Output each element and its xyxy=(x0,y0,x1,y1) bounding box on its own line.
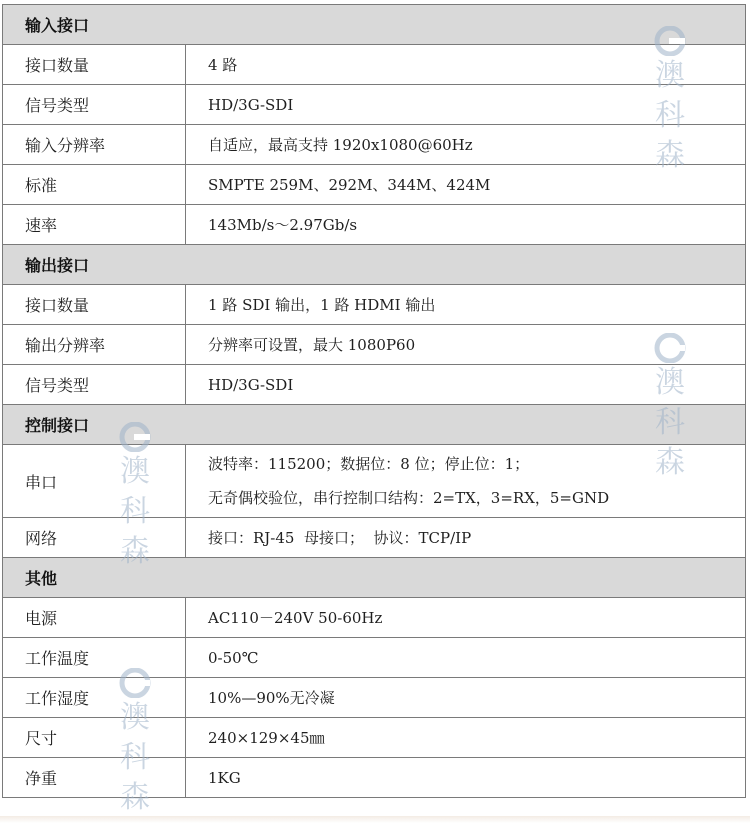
table-row xyxy=(3,718,746,758)
row-value: 1KG xyxy=(186,758,746,798)
table-row xyxy=(3,125,746,165)
row-label: 速率 xyxy=(3,205,186,245)
row-label: 工作温度 xyxy=(3,638,186,678)
page-bottom-edge xyxy=(0,816,750,823)
watermark-char: 森 xyxy=(655,138,685,173)
section-header-other xyxy=(3,558,746,598)
watermark-char: 森 xyxy=(655,445,685,480)
watermark-char: 澳 xyxy=(655,58,685,93)
watermark-char: 森 xyxy=(120,534,150,569)
table-row xyxy=(3,165,746,205)
table-row xyxy=(3,598,746,638)
table-row xyxy=(3,678,746,718)
row-value: HD/3G-SDI xyxy=(186,365,746,405)
watermark-char: 森 xyxy=(120,780,150,815)
row-value: 240×129×45㎜ xyxy=(186,718,746,758)
row-label: 电源 xyxy=(3,598,186,638)
table-row xyxy=(3,45,746,85)
row-value: 143Mb/s～2.97Gb/s xyxy=(186,205,746,245)
row-label: 输入分辨率 xyxy=(3,125,186,165)
row-value: 4 路 xyxy=(186,45,746,85)
row-label: 工作湿度 xyxy=(3,678,186,718)
watermark-char: 澳 xyxy=(655,365,685,400)
row-value: HD/3G-SDI xyxy=(186,85,746,125)
watermark-char: 科 xyxy=(120,494,150,529)
row-value: 0-50℃ xyxy=(186,638,746,678)
section-title: 其他 xyxy=(3,558,746,598)
table-row xyxy=(3,638,746,678)
table-row xyxy=(3,365,746,405)
row-value xyxy=(186,445,746,518)
watermark-char: 科 xyxy=(655,98,685,133)
row-value: 10%—90%无冷凝 xyxy=(186,678,746,718)
row-label: 信号类型 xyxy=(3,85,186,125)
row-label: 接口数量 xyxy=(3,285,186,325)
row-value: AC110－240V 50-60Hz xyxy=(186,598,746,638)
section-title: 输出接口 xyxy=(3,245,746,285)
row-value: SMPTE 259M、292M、344M、424M xyxy=(186,165,746,205)
table-row xyxy=(3,758,746,798)
table-row xyxy=(3,285,746,325)
table-row xyxy=(3,518,746,558)
row-value-line: 无奇偶校验位，串行控制口结构：2=TX，3=RX，5=GND xyxy=(208,489,610,507)
section-title: 输入接口 xyxy=(3,5,746,45)
row-value: 接口：RJ-45 母接口； 协议：TCP/IP xyxy=(186,518,746,558)
section-title: 控制接口 xyxy=(3,405,746,445)
watermark-char: 科 xyxy=(120,740,150,775)
watermark-char: 科 xyxy=(655,405,685,440)
row-label: 信号类型 xyxy=(3,365,186,405)
row-label: 尺寸 xyxy=(3,718,186,758)
row-value-line: 波特率：115200；数据位：8 位；停止位：1； xyxy=(208,455,530,473)
section-header-control xyxy=(3,405,746,445)
row-label: 标准 xyxy=(3,165,186,205)
row-value: 分辨率可设置，最大 1080P60 xyxy=(186,325,746,365)
table-row xyxy=(3,445,746,518)
watermark-char: 澳 xyxy=(120,454,150,489)
table-row xyxy=(3,325,746,365)
section-header-output xyxy=(3,245,746,285)
section-header-input xyxy=(3,5,746,45)
watermark-char: 澳 xyxy=(120,700,150,735)
row-label: 网络 xyxy=(3,518,186,558)
row-label: 输出分辨率 xyxy=(3,325,186,365)
row-label: 接口数量 xyxy=(3,45,186,85)
spec-table xyxy=(2,4,746,798)
table-row xyxy=(3,205,746,245)
row-value: 1 路 SDI 输出，1 路 HDMI 输出 xyxy=(186,285,746,325)
row-value: 自适应，最高支持 1920x1080@60Hz xyxy=(186,125,746,165)
row-label: 串口 xyxy=(3,445,186,518)
row-label: 净重 xyxy=(3,758,186,798)
table-row xyxy=(3,85,746,125)
